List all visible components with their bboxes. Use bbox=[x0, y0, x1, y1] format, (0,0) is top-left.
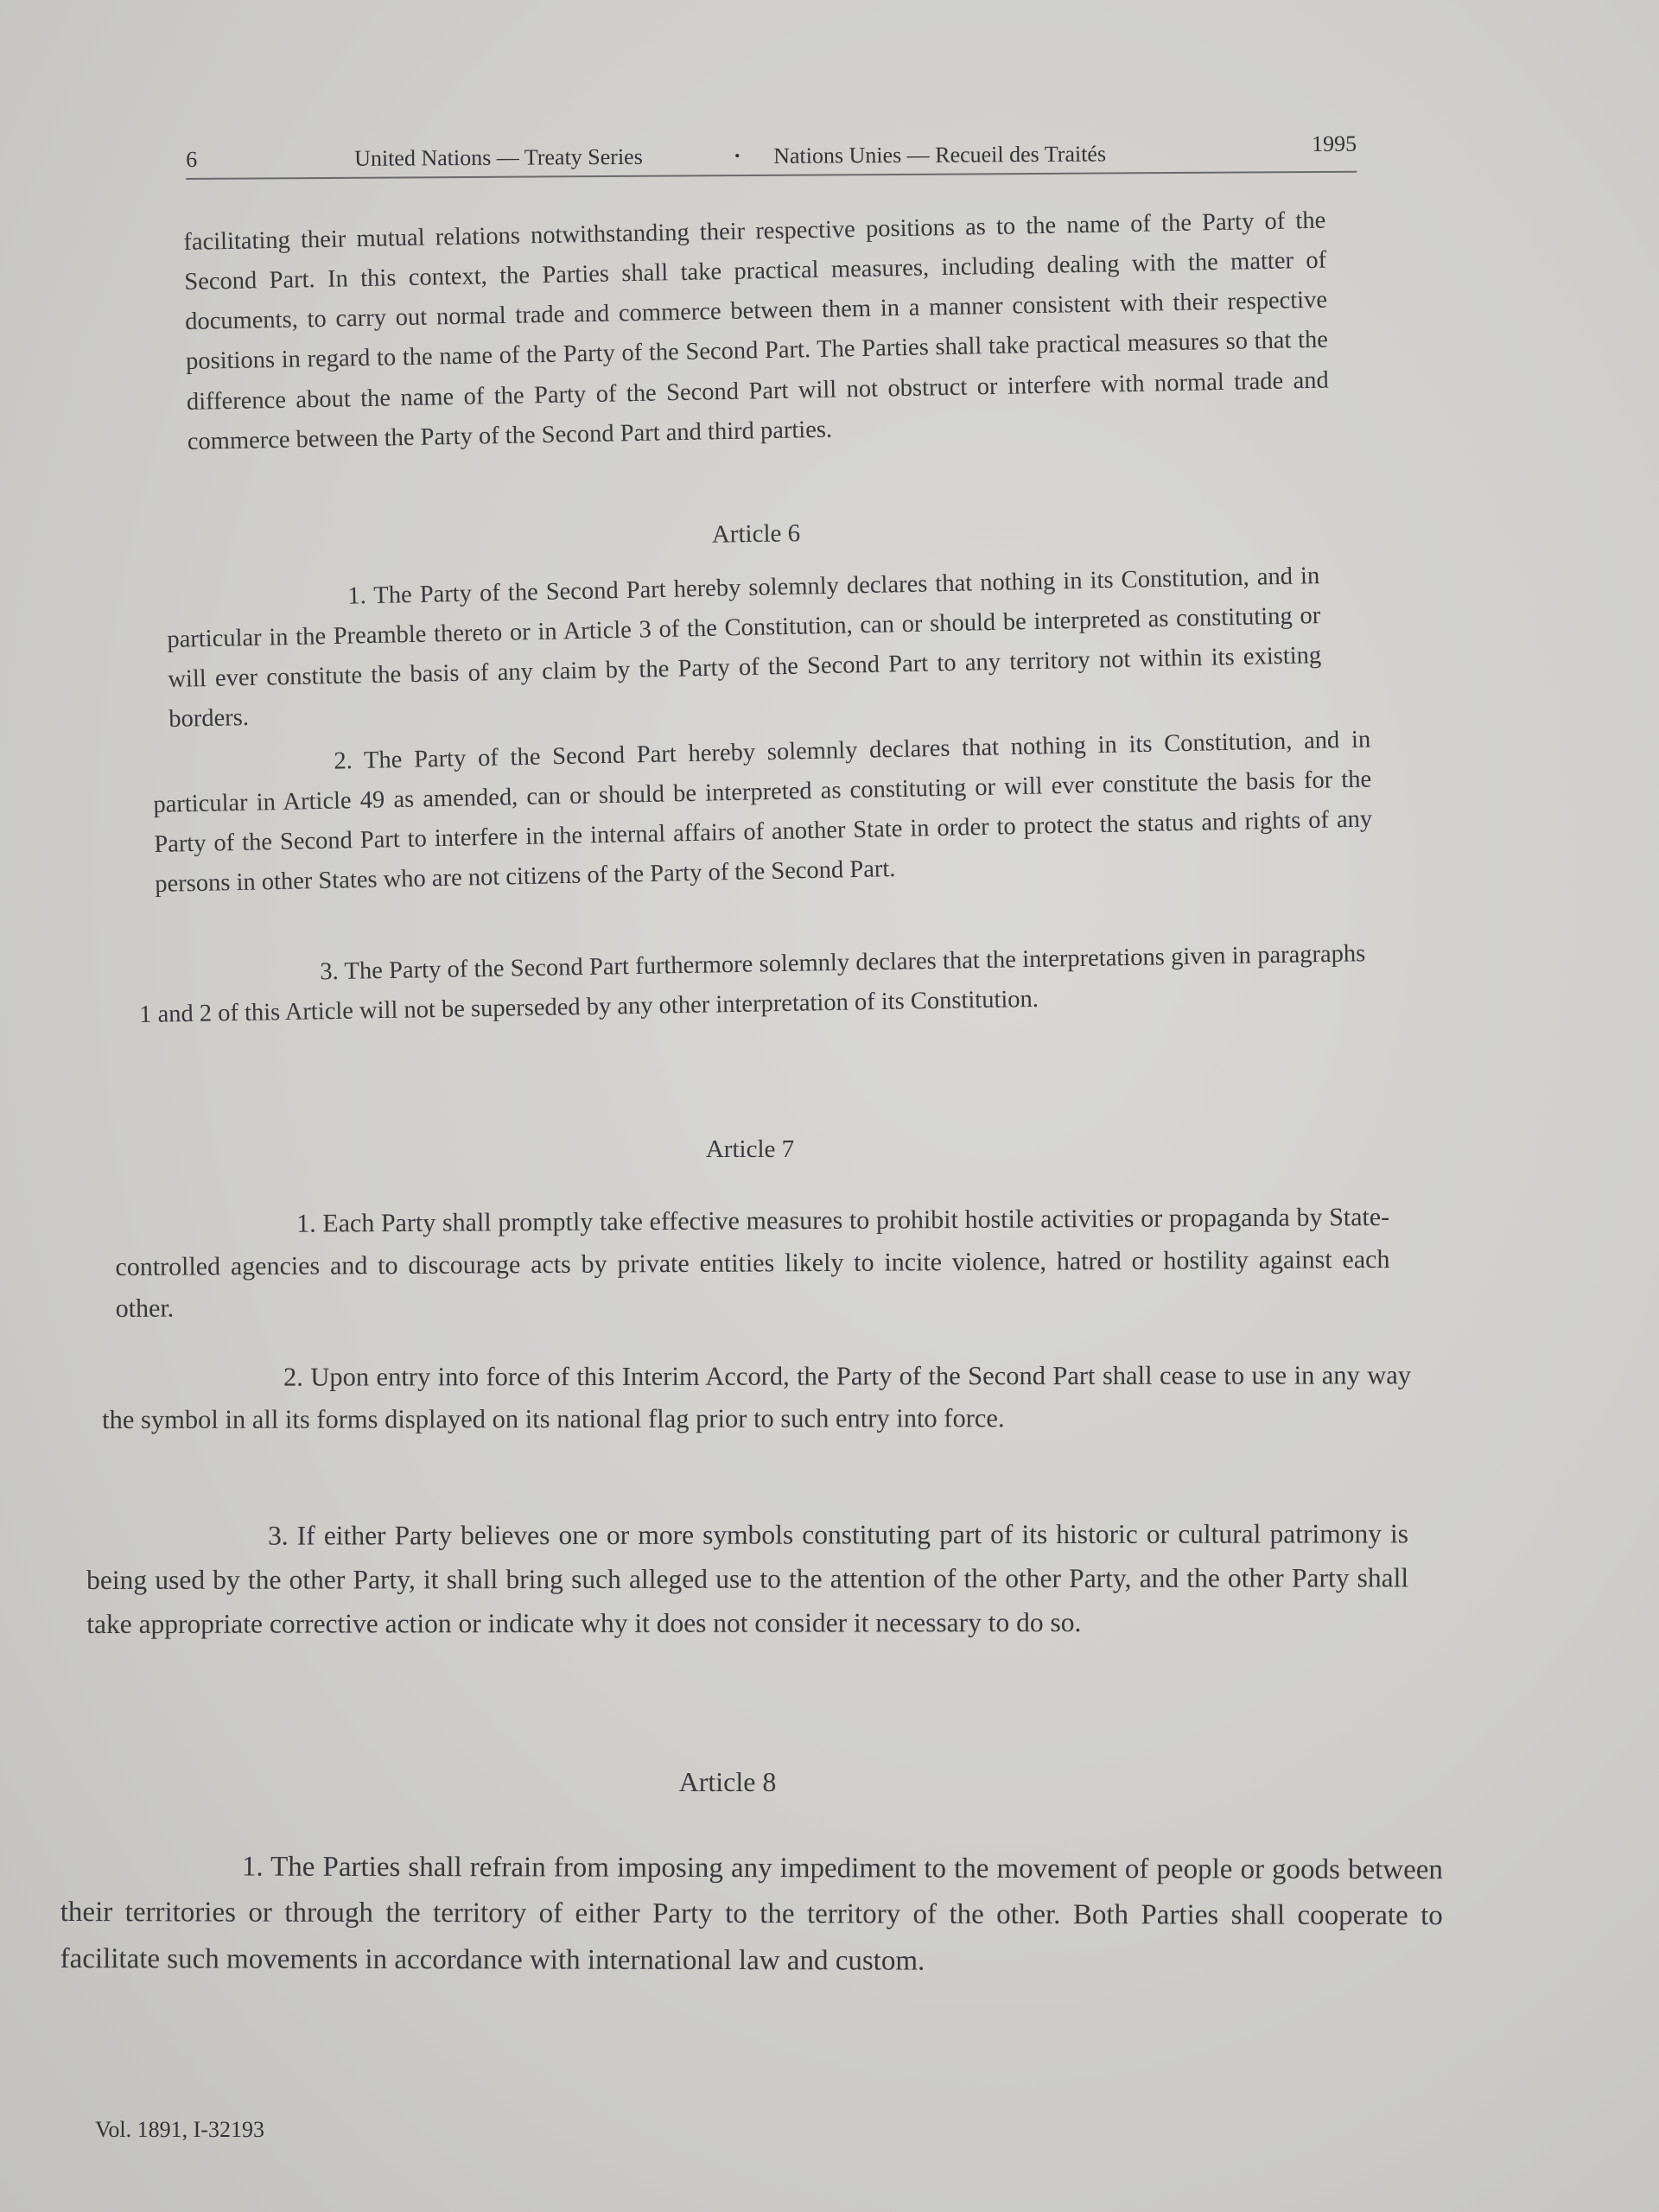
article-8-heading: Article 8 bbox=[678, 1766, 777, 1797]
running-header bbox=[186, 131, 1357, 180]
page-number: 6 bbox=[186, 146, 198, 172]
header-separator: • bbox=[734, 147, 741, 165]
article-6-paragraph-3: 3. The Party of the Second Part furthermore solemnly declares that the interpretations given in paragraphs 1 and 2 of this Article will not be superseded by any other interpretation of its Constitution. bbox=[138, 940, 1366, 1029]
volume-reference: Vol. 1891, I-32193 bbox=[95, 2117, 264, 2142]
article-7-paragraph-3: 3. If either Party believes one or more symbols constituting part of its historic or cultural patrimony is being used by the other Party, it shall bring such alleged use to the attention of the other Party, and the other Party shall take appropriate corrective action or indicate why it does not consider it necessary to do so. bbox=[86, 1518, 1409, 1640]
article-7-paragraph-1: 1. Each Party shall promptly take effective measures to prohibit hostile activities or propaganda by State-controlled agencies and to discourage acts by private entities likely to incite violence, hatred or hostility against each other. bbox=[115, 1202, 1390, 1324]
series-title-english: United Nations — Treaty Series bbox=[354, 143, 643, 171]
intro-paragraph: facilitating their mutual relations notwithstanding their respective positions as to the name of the Party of the Second Part. In this context, the Parties shall take practical measures, including dealing with the matter of documents, to carry out normal trade and commerce between them in a manner consistent with their respective positions in regard to the name of the Party of the Second Part. The Parties shall take practical measures so that the difference about the name of the Party of the Second Part will not obstruct or interfere with normal trade and commerce between the Party of the Second Part and third parties. bbox=[183, 207, 1330, 455]
article-6-paragraph-2: 2. The Party of the Second Part hereby solemnly declares that nothing in its Constitution, and in particular in Article 49 as amended, can or should be interpreted as constituting or will ever constitute the basis for the Party of the Second Part to interfere in the internal affairs of another State in order to protect the status and rights of any persons in other States who are not citizens of the Party of the Second Part. bbox=[153, 726, 1373, 899]
article-8-paragraph-1: 1. The Parties shall refrain from imposing any impediment to the movement of people or goods between their territories or through the territory of either Party to the territory of the other. Both Parties shall cooperate to facilitate such movements in accordance with international law and custom. bbox=[60, 1851, 1443, 1977]
article-6-paragraph-1: 1. The Party of the Second Part hereby solemnly declares that nothing in its Constitution, and in particular in the Preamble thereto or in Article 3 of the Constitution, can or should be interpreted as constituting or will ever constitute the basis of any claim by the Party of the Second Part to any territory not within its existing borders. bbox=[167, 563, 1322, 734]
series-title-french: Nations Unies — Recueil des Traités bbox=[773, 141, 1107, 168]
article-6-heading: Article 6 bbox=[711, 519, 801, 549]
article-7-paragraph-2: 2. Upon entry into force of this Interim Accord, the Party of the Second Part shall cease to use in any way the symbol in all its forms displayed on its national flag prior to such entry into force. bbox=[102, 1360, 1412, 1435]
header-year: 1995 bbox=[1311, 130, 1357, 157]
article-7-heading: Article 7 bbox=[705, 1135, 795, 1163]
